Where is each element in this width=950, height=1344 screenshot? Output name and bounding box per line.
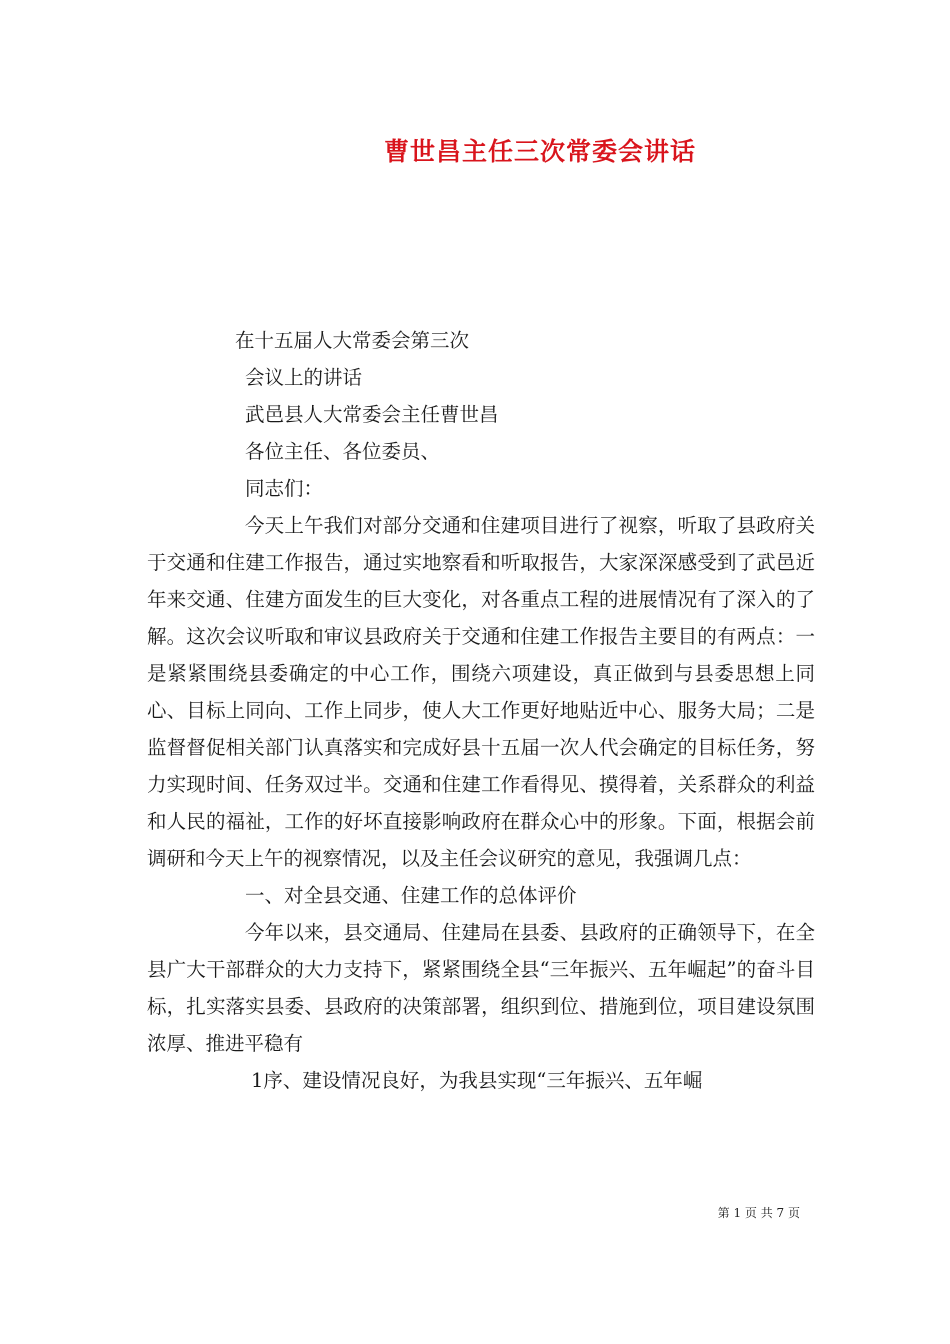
heading-line-2: 会议上的讲话 xyxy=(245,366,363,389)
paragraph-2: 今年以来，县交通局、住建局在县委、县政府的正确领导下，在全县广大干部群众的大力支持下，紧紧围绕全县“三年振兴、五年崛起”的奋斗目标，扎实落实县委、县政府的决策部署，组织到位、措施到位，项目建设氛围浓厚、推进平稳有 xyxy=(147,921,815,1055)
page-footer: 第 1 页 共 7 页 xyxy=(717,1206,800,1220)
paragraph-1: 今天上午我们对部分交通和住建项目进行了视察，听取了县政府关于交通和住建工作报告，通过实地察看和听取报告，大家深深感受到了武邑近年来交通、住建方面发生的巨大变化，对各重点工程的进展情况有了深入的了解。这次会议听取和审议县政府关于交通和住建工作报告主要目的有两点：一是紧紧围绕县委确定的中心工作，围绕六项建设，真正做到与县委思想上同心、目标上同向、工作上同步，使人大工作更好地贴近中心、服务大局；二是监督督促相关部门认真落实和完成好县十五届一次人代会确定的目标任务，努力实现时间、任务双过半。交通和住建工作看得见、摸得着，关系群众的利益和人民的福祉，工作的好坏直接影响政府在群众心中的形象。下面，根据会前调研和今天上午的视察情况，以及主任会议研究的意见，我强调几点： xyxy=(147,514,815,870)
document-body xyxy=(147,322,815,1099)
section-heading: 一、对全县交通、住建工作的总体评价 xyxy=(245,884,577,907)
heading-line-1: 在十五届人大常委会第三次 xyxy=(235,329,470,352)
heading-line-3: 武邑县人大常委会主任曹世昌 xyxy=(245,403,499,426)
document-title: 曹世昌主任三次常委会讲话 xyxy=(383,137,696,166)
heading-line-4: 各位主任、各位委员、 xyxy=(245,440,441,463)
paragraph-3-first-line: 1序、建设情况良好，为我县实现“三年振兴、五年崛 xyxy=(251,1069,703,1092)
heading-line-5: 同志们： xyxy=(245,477,324,500)
